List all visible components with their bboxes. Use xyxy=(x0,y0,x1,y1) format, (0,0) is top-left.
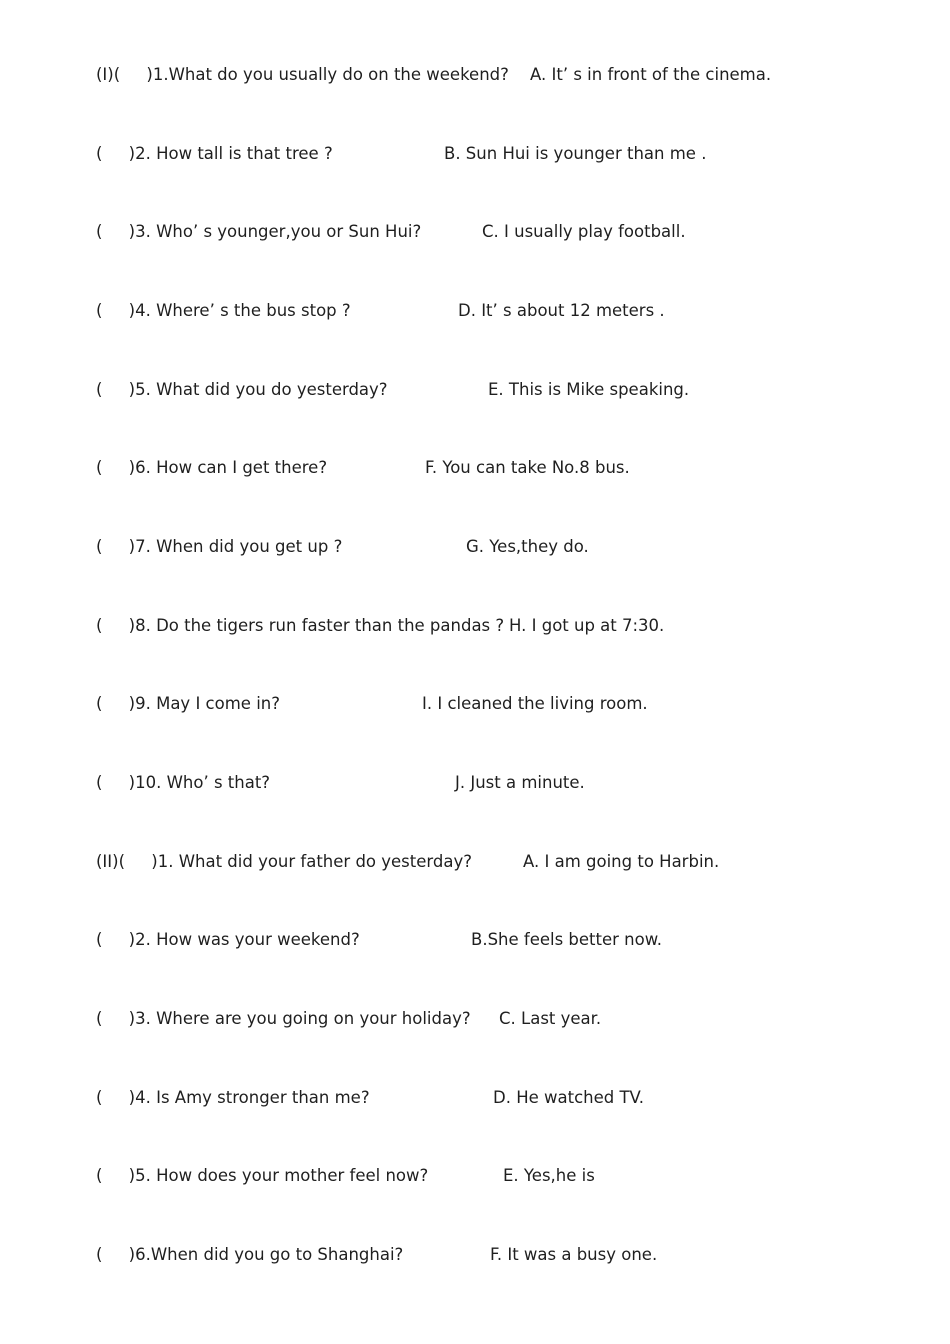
matching-row-2-6 xyxy=(96,1243,916,1267)
question-text: ( )6. How can I get there? xyxy=(96,458,328,477)
matching-row-1-10 xyxy=(96,771,916,795)
matching-row-1-1 xyxy=(96,63,916,87)
answer-text: D. It’ s about 12 meters . xyxy=(458,301,665,320)
question-text: ( )2. How tall is that tree ? xyxy=(96,144,333,163)
answer-text: F. It was a busy one. xyxy=(490,1245,658,1264)
question-text: ( )8. Do the tigers run faster than the pandas ? xyxy=(96,616,505,635)
matching-row-1-5 xyxy=(96,378,916,402)
matching-row-1-9 xyxy=(96,692,916,716)
question-text: ( )5. What did you do yesterday? xyxy=(96,380,388,399)
question-text: ( )3. Where are you going on your holiday? xyxy=(96,1009,471,1028)
answer-text: C. Last year. xyxy=(499,1009,602,1028)
matching-row-2-4 xyxy=(96,1086,916,1110)
answer-text: A. It’ s in front of the cinema. xyxy=(530,65,772,84)
answer-text: I. I cleaned the living room. xyxy=(422,694,648,713)
matching-row-1-7 xyxy=(96,535,916,559)
answer-text: G. Yes,they do. xyxy=(466,537,589,556)
answer-text: A. I am going to Harbin. xyxy=(523,852,720,871)
question-text: (I)( )1.What do you usually do on the weekend? xyxy=(96,65,509,84)
answer-text: E. Yes,he is xyxy=(503,1166,595,1185)
matching-row-2-1 xyxy=(96,850,916,874)
answer-text: J. Just a minute. xyxy=(455,773,585,792)
answer-text: B. Sun Hui is younger than me . xyxy=(444,144,707,163)
question-text: ( )2. How was your weekend? xyxy=(96,930,360,949)
question-text: ( )5. How does your mother feel now? xyxy=(96,1166,429,1185)
matching-row-2-5 xyxy=(96,1164,916,1188)
matching-row-1-4 xyxy=(96,299,916,323)
matching-row-1-6 xyxy=(96,456,916,480)
matching-row-2-3 xyxy=(96,1007,916,1031)
question-text: (II)( )1. What did your father do yesterday? xyxy=(96,852,472,871)
question-text: ( )10. Who’ s that? xyxy=(96,773,271,792)
matching-row-2-2 xyxy=(96,928,916,952)
answer-text: F. You can take No.8 bus. xyxy=(425,458,630,477)
matching-row-1-2 xyxy=(96,142,916,166)
matching-row-1-3 xyxy=(96,220,916,244)
question-text: ( )9. May I come in? xyxy=(96,694,280,713)
question-text: ( )4. Where’ s the bus stop ? xyxy=(96,301,351,320)
answer-text: C. I usually play football. xyxy=(482,222,686,241)
matching-row-1-8 xyxy=(96,614,916,638)
answer-text: B.She feels better now. xyxy=(471,930,662,949)
answer-text: H. I got up at 7:30. xyxy=(509,616,665,635)
question-text: ( )6.When did you go to Shanghai? xyxy=(96,1245,404,1264)
question-text: ( )3. Who’ s younger,you or Sun Hui? xyxy=(96,222,422,241)
question-text: ( )4. Is Amy stronger than me? xyxy=(96,1088,370,1107)
answer-text: D. He watched TV. xyxy=(493,1088,644,1107)
answer-text: E. This is Mike speaking. xyxy=(488,380,690,399)
question-text: ( )7. When did you get up ? xyxy=(96,537,343,556)
